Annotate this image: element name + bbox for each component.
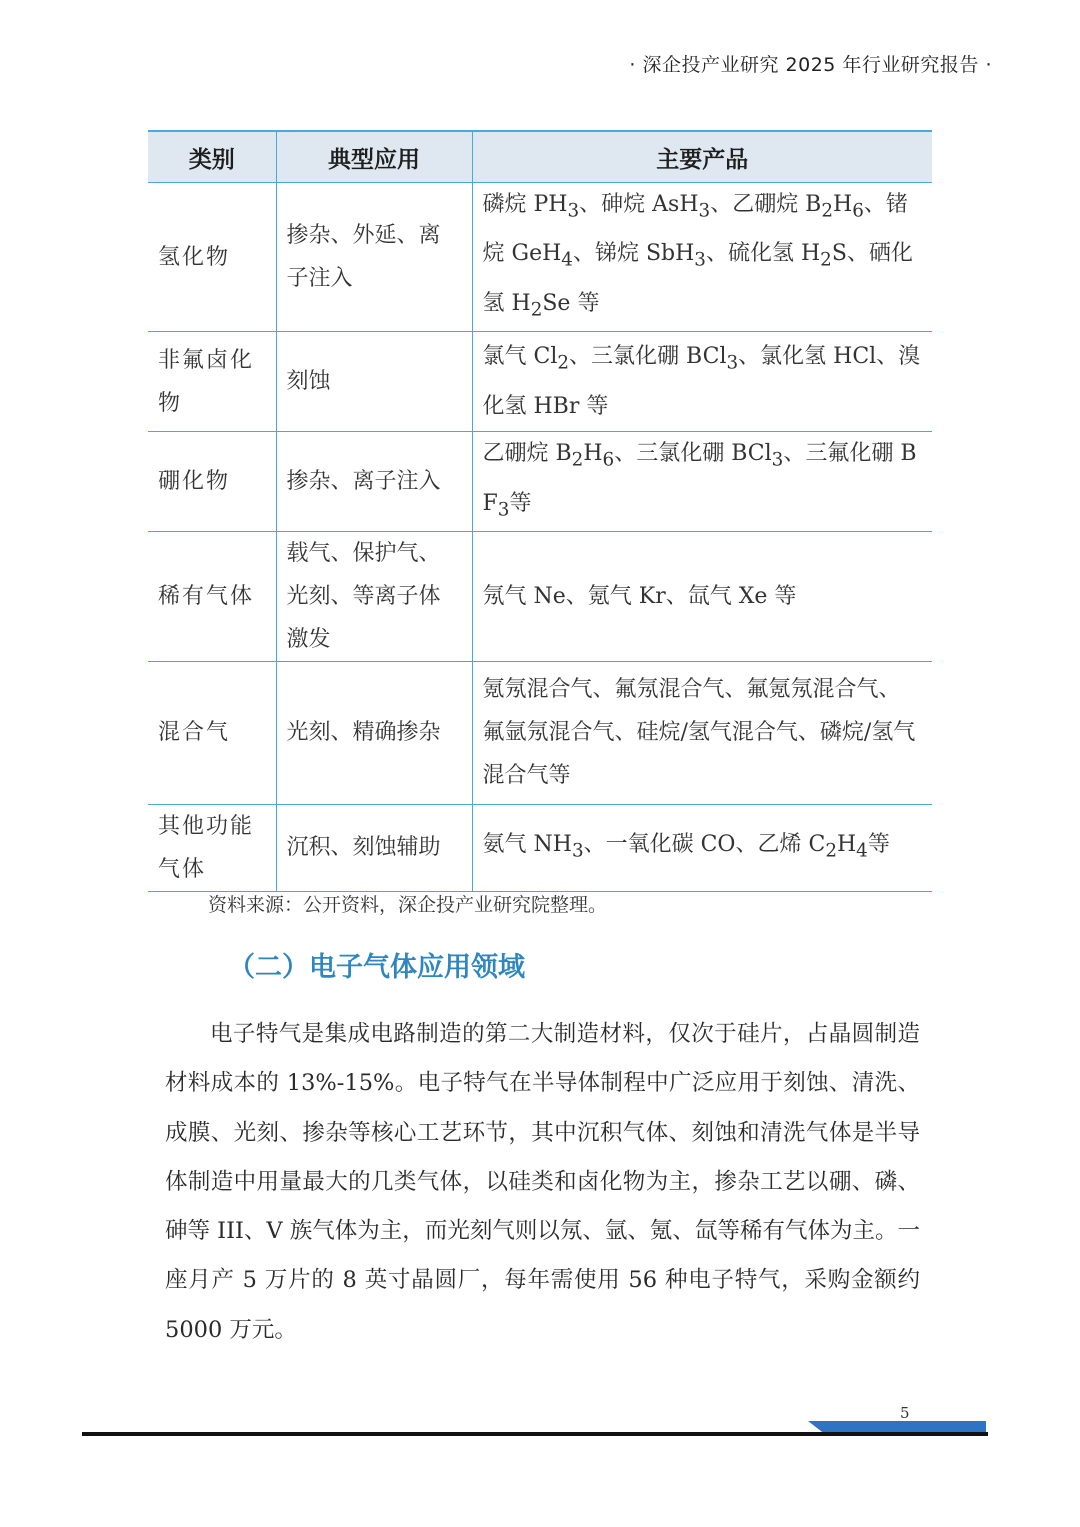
products-cell: 氯气 $Cl_2$、三氯化硼 BCl$_3$、氯化氢 HCl、溴化氢 HBr 等	[472, 332, 932, 432]
application-cell: 掺杂、离子注入	[276, 432, 472, 532]
footer-accent-bar	[808, 1421, 986, 1432]
table-row	[148, 804, 932, 891]
application-cell: 刻蚀	[276, 332, 472, 432]
column-header-application: 典型应用	[276, 131, 472, 183]
section-heading: （二）电子气体应用领域	[228, 952, 525, 983]
table-row	[148, 531, 932, 661]
column-header-category: 类别	[148, 131, 276, 183]
table-row	[148, 183, 932, 332]
products-cell: 氨气 $NH_3$、一氧化碳 CO、乙烯 $C_2H_4$等	[472, 804, 932, 891]
gas-category-table	[148, 130, 932, 892]
table-row	[148, 661, 932, 804]
report-header: · 深企投产业研究 2025 年行业研究报告 ·	[629, 54, 992, 76]
table-header-row	[148, 131, 932, 183]
application-cell: 掺杂、外延、离子注入	[276, 183, 472, 332]
category-cell: 稀有气体	[148, 531, 276, 661]
table-row	[148, 432, 932, 532]
column-header-products: 主要产品	[472, 131, 932, 183]
products-cell: 乙硼烷 $B_2H_6$、三氯化硼 BCl$_3$、三氟化硼 $BF_3$等	[472, 432, 932, 532]
category-cell: 硼化物	[148, 432, 276, 532]
application-cell: 沉积、刻蚀辅助	[276, 804, 472, 891]
products-cell: 氪氖混合气、氟氖混合气、氟氪氖混合气、氟氩氖混合气、硅烷/氢气混合气、磷烷/氢气混合气等	[472, 661, 932, 804]
page-number: 5	[900, 1404, 910, 1422]
category-cell: 其他功能气体	[148, 804, 276, 891]
products-cell: 氖气 Ne、氪气 Kr、氙气 Xe 等	[472, 531, 932, 661]
table-source-note: 资料来源：公开资料，深企投产业研究院整理。	[208, 894, 608, 916]
category-cell: 非氟卤化物	[148, 332, 276, 432]
table-row	[148, 332, 932, 432]
category-cell: 混合气	[148, 661, 276, 804]
application-cell: 光刻、精确掺杂	[276, 661, 472, 804]
products-cell: 磷烷 $PH_3$、砷烷 AsH$_3$、乙硼烷 $B_2H_6$、锗烷 GeH$_4$、锑烷 SbH$_3$、硫化氢 $H_2S$、硒化氢 $H_2Se$ 等	[472, 183, 932, 332]
footer-rule	[82, 1432, 988, 1436]
category-cell: 氢化物	[148, 183, 276, 332]
application-cell: 载气、保护气、光刻、等离子体激发	[276, 531, 472, 661]
body-paragraph: 电子特气是集成电路制造的第二大制造材料，仅次于硅片，占晶圆制造材料成本的 13%-15%。电子特气在半导体制程中广泛应用于刻蚀、清洗、成膜、光刻、掺杂等核心工艺环节，其中沉积气体、刻蚀和清洗气体是半导体制造中用量最大的几类气体，以硅类和卤化物为主，掺杂工艺以硼、磷、砷等 III、V 族气体为主，而光刻气则以氖、氩、氪、氙等稀有气体为主。一座月产 5 万片的 8 英寸晶圆厂，每年需使用 56 种电子特气，采购金额约 5000 万元。	[165, 1021, 920, 1343]
